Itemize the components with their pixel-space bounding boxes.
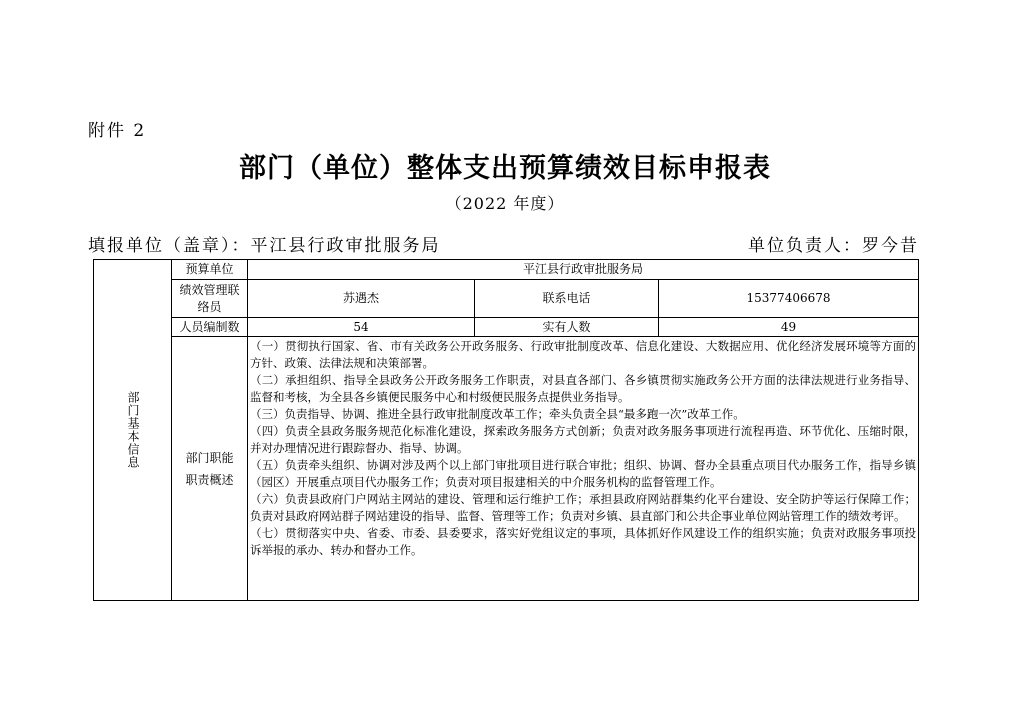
report-year: （2022 年度） [445,194,565,213]
row-duties [94,337,919,601]
duty-item: （二）承担组织、指导全县政务公开政务服务工作职责，对县直各部门、各乡镇贯彻实施政务公开方面的法律法规进行业务指导、监督和考核，为全县各乡镇便民服务中心和村级便民服务点提供业务指导。 [250,373,917,404]
duties-content [248,337,919,601]
row-staff [94,318,919,337]
duty-item: （七）贯彻落实中央、省委、市委、县委要求，落实好党组议定的事项，具体抓好作风建设工作的组织实施；负责对政服务事项投诉举报的承办、转办和督办工作。 [250,526,917,557]
actual-staff-label: 实有人数 [475,318,659,337]
row-budget-unit [94,260,919,280]
contact-label: 绩效管理联络员 [172,280,248,318]
duty-item: （三）负责指导、协调、推进全县行政审批制度改革工作；牵头负责全县“最多跑一次”改革工作。 [250,407,745,421]
actual-staff-value: 49 [659,318,919,337]
budget-form-table [93,259,919,601]
duty-item: （一）贯彻执行国家、省、市有关政务公开政务服务、行政审批制度改革、信息化建设、大数据应用、优化经济发展环境等方面的方针、政策、法律法规和决策部署。 [250,339,917,370]
section-cell [94,260,172,601]
duty-item: （四）负责全县政务服务规范化标准化建设，探索政务服务方式创新；负责对政务服务事项进行流程再造、环节优化、压缩时限，并对办理情况进行跟踪督办、指导、协调。 [250,424,917,455]
duties-label [172,337,248,601]
filling-unit: 填报单位（盖章）：平江县行政审批服务局 [88,236,441,256]
staff-quota-label: 人员编制数 [172,318,248,337]
budget-unit-label: 预算单位 [172,260,248,280]
duty-item: （五）负责牵头组织、协调对涉及两个以上部门审批项目进行联合审批；组织、协调、督办全县重点项目代办服务工作，指导乡镇（园区）开展重点项目代办服务工作；负责对项目报建相关的中介服务机构的监督管理工作。 [250,458,917,489]
row-contact [94,280,919,318]
phone-value: 15377406678 [659,280,919,318]
staff-quota-value: 54 [248,318,475,337]
section-label: 部门基本信息 [126,391,140,469]
page-title: 部门（单位）整体支出预算绩效目标申报表 [239,153,771,184]
duty-item: （六）负责县政府门户网站主网站的建设、管理和运行维护工作；承担县政府网站群集约化平台建设、安全防护等运行保障工作；负责对县政府网站群子网站建设的指导、监督、管理等工作；负责对乡镇、县直部门和公共企事业单位网站管理工作的绩效考评。 [250,492,917,523]
contact-value: 苏遇杰 [248,280,475,318]
unit-head: 单位负责人：罗今昔 [748,236,919,256]
duties-label-text: 部门职能职责概述 [185,450,234,487]
budget-unit-value: 平江县行政审批服务局 [248,260,919,280]
phone-label: 联系电话 [475,280,659,318]
attachment-label: 附件 2 [88,121,147,141]
